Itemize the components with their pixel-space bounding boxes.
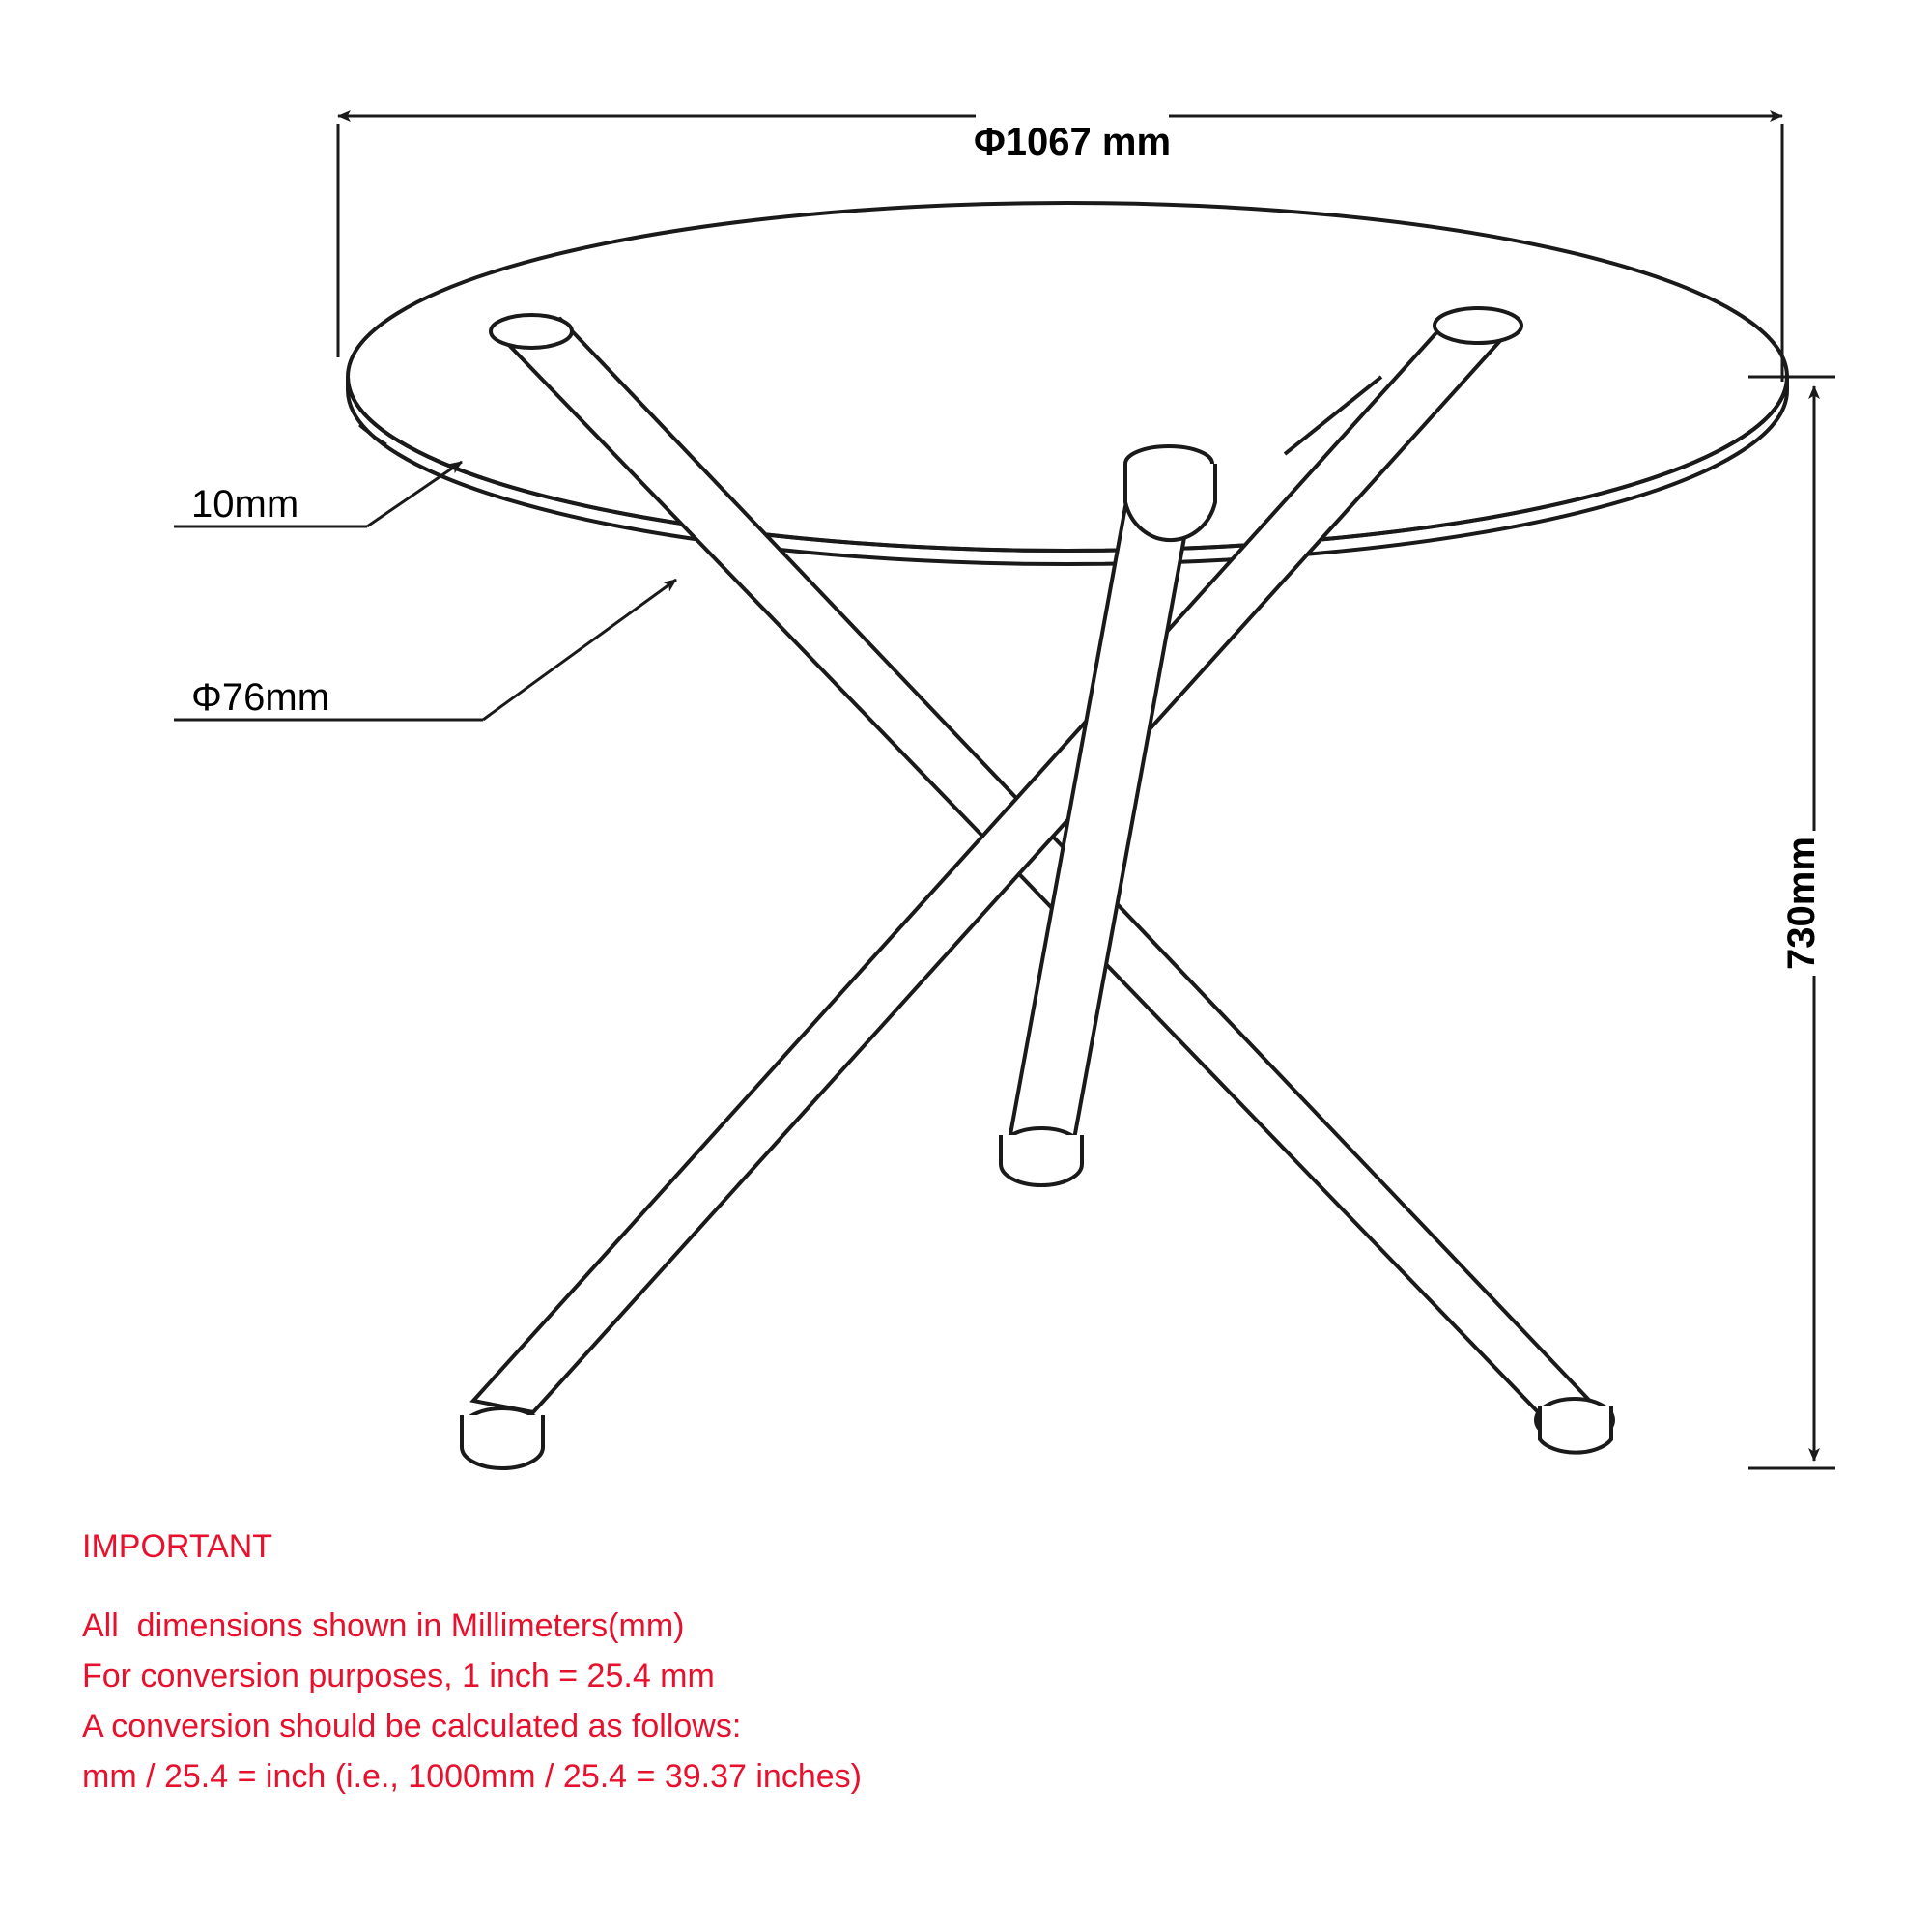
dimension-label-leg-diameter: Φ76mm [191, 676, 330, 719]
notes-line-1: All dimensions shown in Millimeters(mm) [82, 1607, 685, 1644]
notes-line-4: mm / 25.4 = inch (i.e., 1000mm / 25.4 = 39.37 inches) [82, 1758, 862, 1795]
notes-line-3: A conversion should be calculated as follows: [82, 1708, 742, 1745]
important-notes [82, 1521, 1241, 1802]
notes-line-2: For conversion purposes, 1 inch = 25.4 mm [82, 1658, 715, 1694]
dimension-label-table-height: 730mm [1780, 837, 1823, 970]
notes-heading: IMPORTANT [82, 1528, 273, 1565]
dimension-label-glass-thickness: 10mm [191, 483, 299, 526]
dimension-label-diameter-top: Φ1067 mm [973, 121, 1172, 163]
table-leg-left-rear [491, 315, 1613, 1453]
table-leg-right-rear [462, 308, 1521, 1468]
